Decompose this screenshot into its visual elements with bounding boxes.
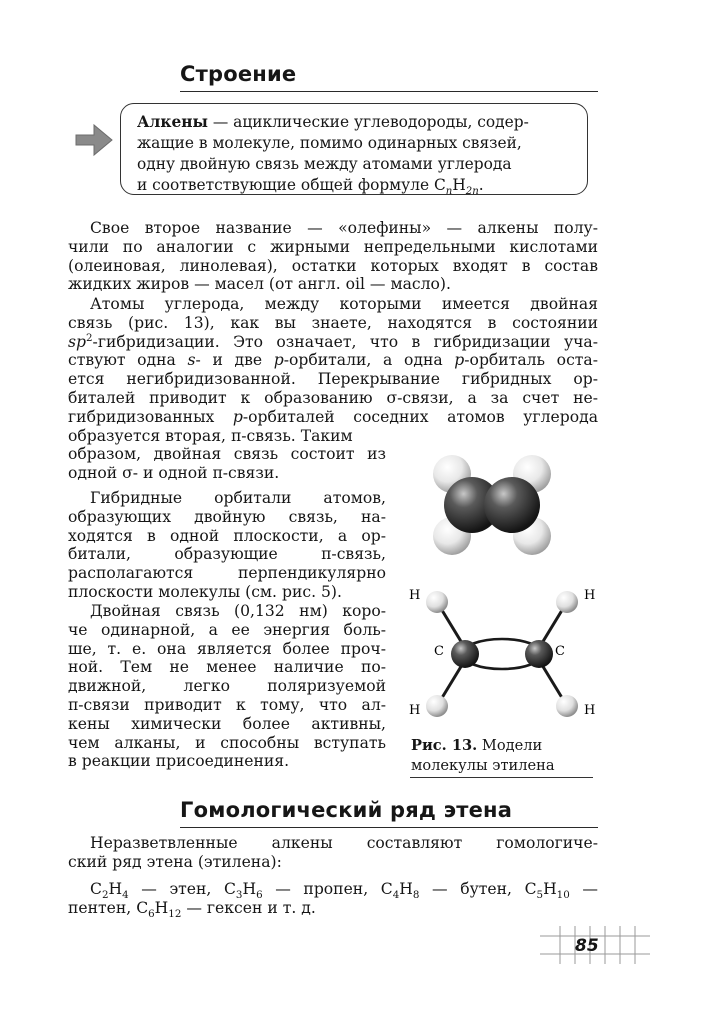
ball-and-stick-model bbox=[409, 588, 595, 718]
hydrogen-ball bbox=[426, 591, 448, 613]
definition-formula-line: и соответствующие общей формуле $C_nH_{2n}$. bbox=[137, 176, 484, 198]
paragraph-orbitals: Гибридные орбитали атомов, образующих двойную связь, на- ходятся в одной плоскости, а ор- битали, образующие π-связь, располагаются перпендикулярно плоскости молекулы (см. рис. 5). bbox=[68, 489, 386, 601]
label-h: H bbox=[409, 588, 421, 603]
formula-propene: $C_3H_6$ — пропен, bbox=[223, 880, 381, 902]
paragraph-olefins: Свое второе название — «олефины» — алкены полу- чили по аналогии с жирными непредельными кислотами (олеиновая, линолевая), остатки которых входят в состав жидких жиров — масел (от англ. oil — масло). bbox=[68, 219, 598, 294]
definition-box bbox=[120, 103, 588, 198]
label-h: H bbox=[584, 588, 596, 603]
alkene-series: $C_2H_4$ — этен, $C_3H_6$ — пропен, $C_4H_8$ — бутен, $C_5H_{10}$ — пентен, $C_6H_{12}$ — гексен и т. д. bbox=[68, 880, 598, 920]
formula-pentene: $C_5H_{10}$ — bbox=[524, 880, 598, 902]
heading-rule bbox=[180, 91, 598, 92]
caption-rule bbox=[410, 777, 593, 778]
heading-rule bbox=[180, 827, 598, 828]
ethylene-figure bbox=[405, 450, 605, 730]
formula-ethene: $C_2H_4$ — этен, bbox=[90, 880, 224, 902]
paragraph-homologous: Неразветвленные алкены составляют гомологиче- ский ряд этена (этилена): bbox=[68, 834, 598, 871]
formula-butene: $C_4H_8$ — бутен, bbox=[380, 880, 525, 902]
page-number: 85 bbox=[575, 936, 599, 956]
hydrogen-ball bbox=[556, 591, 578, 613]
hydrogen-ball bbox=[556, 695, 578, 717]
definition-line: жащие в молекуле, помимо одинарных связей, bbox=[137, 134, 522, 152]
label-h: H bbox=[584, 703, 596, 718]
section-title-homologous-series: Гомологический ряд этена bbox=[180, 798, 513, 822]
carbon-ball bbox=[525, 640, 553, 668]
section-title-structure: Строение bbox=[180, 62, 297, 86]
label-c: C bbox=[555, 644, 565, 659]
arrow-right-icon bbox=[74, 122, 114, 158]
definition-line: одну двойную связь между атомами углерода bbox=[137, 155, 512, 173]
figure-caption: Рис. 13. Модели молекулы этилена bbox=[411, 737, 555, 774]
label-h: H bbox=[409, 703, 421, 718]
carbon-atom bbox=[484, 477, 540, 533]
paragraph-hybridization: Атомы углерода, между которыми имеется двойная связь (рис. 13), как вы знаете, находятся в состоянии $sp^2$-гибридизации. Это означает, что в гибридизации уча- ствуют одна s- и две p-орбитали, а одна p-орбиталь оста- ется негибридизованной. Перекрывание гибридных ор- биталей приводит к образованию σ-связи, а за счет не- гибридизованных p-орбиталей соседних атомов углерода образуется вторая, π-связь. Таким образом, двойная связь состоит из одной σ- и одной π-связи. bbox=[68, 295, 598, 483]
label-c: C bbox=[434, 644, 444, 659]
hydrogen-ball bbox=[426, 695, 448, 717]
formula-hexene: $C_6H_{12}$ — гексен bbox=[136, 898, 263, 920]
definition-text: — ациклические углеводороды, содер- bbox=[208, 113, 529, 131]
definition-term: Алкены bbox=[137, 113, 208, 131]
paragraph-double-bond: Двойная связь (0,132 нм) коро- че одинарной, а ее энергия боль- ше, т. е. она является более проч- ной. Тем не менее наличие по- движной, легко поляризуемой π-связи приводит к тому, что ал- кены химически более активны, чем алканы, и способны вступать в реакции присоединения. bbox=[68, 602, 386, 771]
space-filling-model bbox=[433, 455, 551, 555]
carbon-ball bbox=[451, 640, 479, 668]
